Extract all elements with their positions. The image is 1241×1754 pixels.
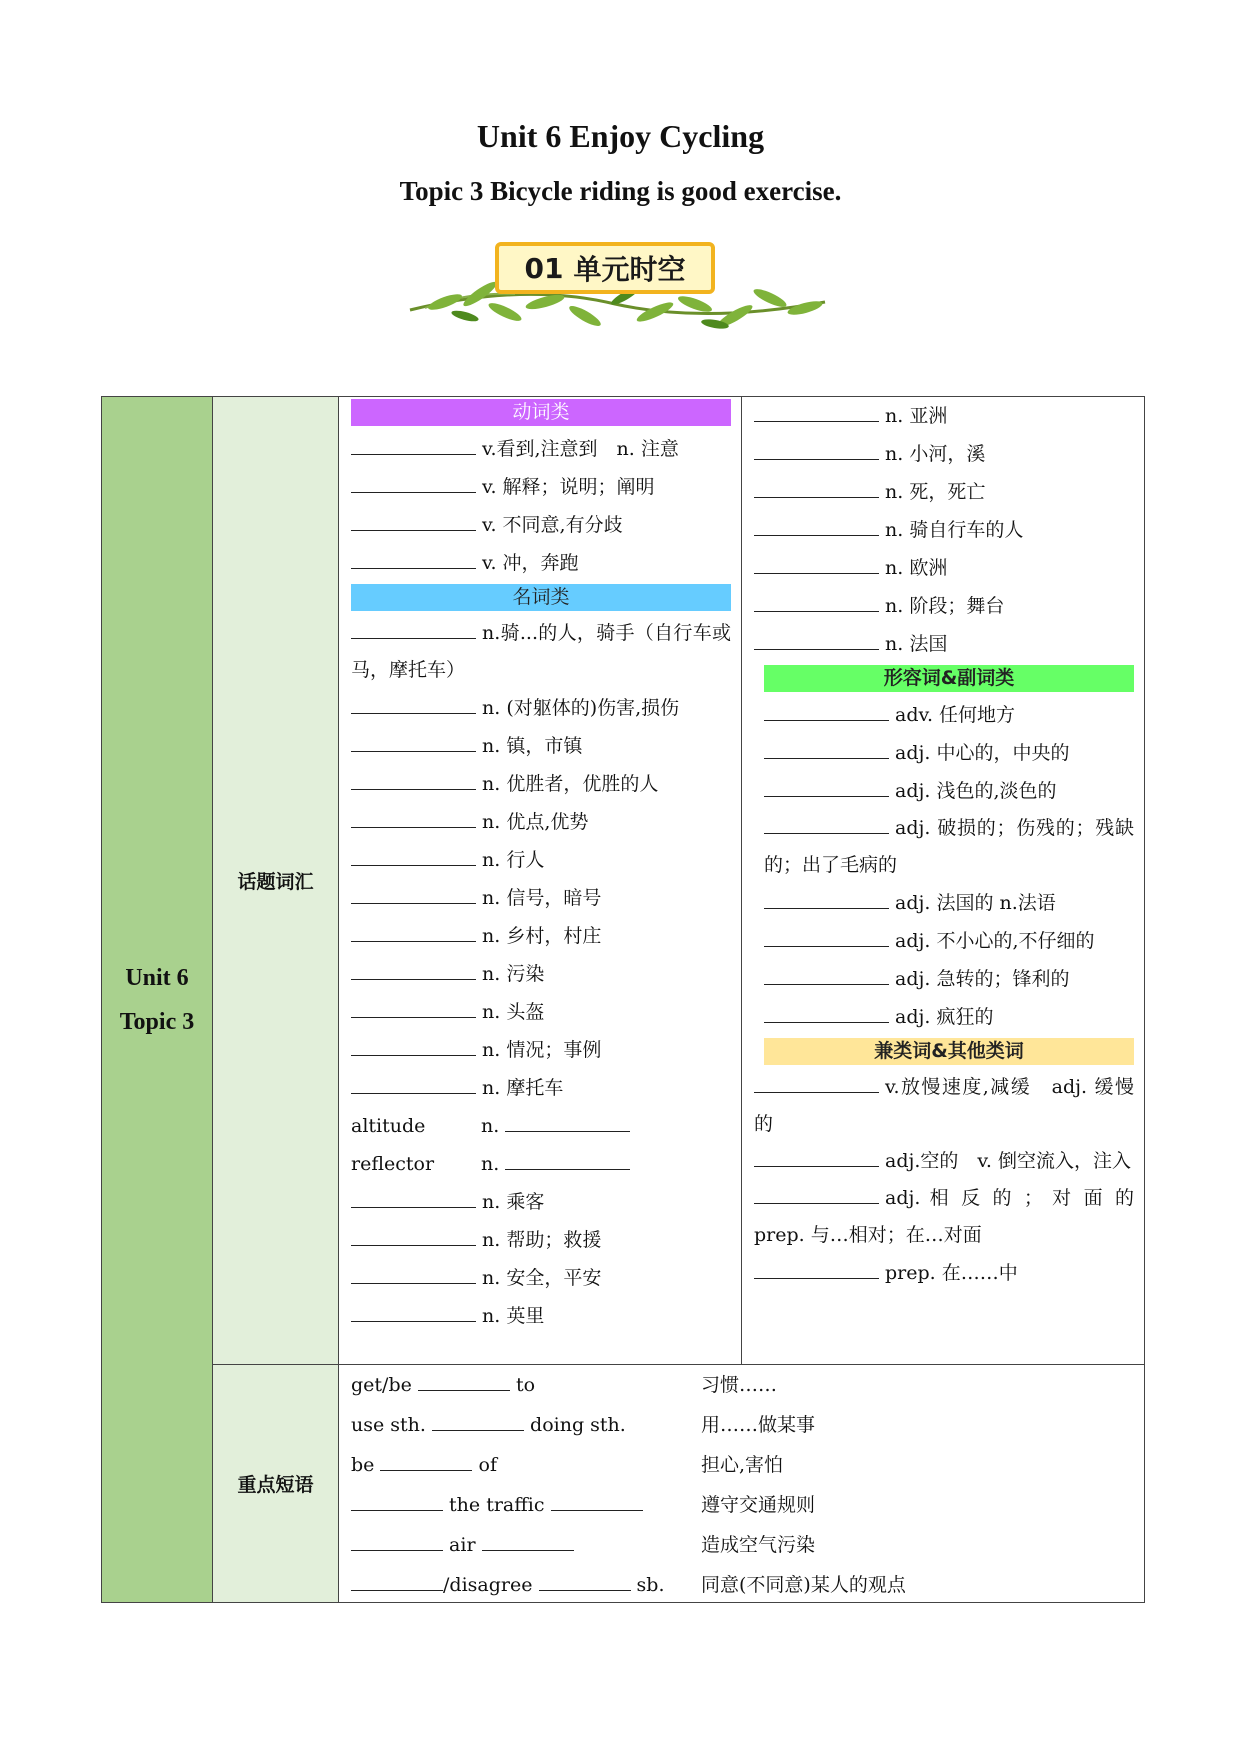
vocab-item: n. 帮助；救援 (351, 1221, 731, 1259)
vocab-item: n. 法国 (754, 625, 1134, 663)
phrase-row: /disagree sb. 同意(不同意)某人的观点 (351, 1565, 1131, 1605)
given-word-item: altitude n. (351, 1107, 731, 1145)
vocab-item: n. 污染 (351, 955, 731, 993)
vocab-item: n. 亚洲 (754, 397, 1134, 435)
topic-label: Topic 3 (119, 1008, 195, 1035)
unit-label: Unit 6 (125, 964, 189, 991)
vocab-item: n. 欧洲 (754, 549, 1134, 587)
vocab-item: v.放慢速度,减缓 adj. 缓慢的 (754, 1069, 1134, 1143)
multi-header: 兼类词&其他类词 (764, 1038, 1134, 1065)
vocab-item: adj.空的 v. 倒空流入，注入 (754, 1143, 1134, 1180)
verbs-header: 动词类 (351, 399, 731, 426)
vocab-item: n. 英里 (351, 1297, 731, 1335)
phrase-row: air 造成空气污染 (351, 1525, 1131, 1565)
phrase-row: get/be to 习惯…… (351, 1365, 1131, 1405)
vocab-item: n. 优胜者，优胜的人 (351, 765, 731, 803)
vocab-item: n. 头盔 (351, 993, 731, 1031)
vocab-item: n. 行人 (351, 841, 731, 879)
vocab-item: n. 小河，溪 (754, 435, 1134, 473)
vocab-item: adj. 浅色的,淡色的 (764, 772, 1134, 810)
vocab-item: v. 解释；说明；阐明 (351, 468, 731, 506)
nouns-header: 名词类 (351, 584, 731, 611)
vocab-left-column (339, 397, 742, 1365)
badge-box (495, 242, 715, 294)
vocab-item: n. 摩托车 (351, 1069, 731, 1107)
vocab-item: n. 情况；事例 (351, 1031, 731, 1069)
vocab-item: adv. 任何地方 (764, 696, 1134, 734)
vocab-item: n. 乘客 (351, 1183, 731, 1221)
vocab-item: n. (对躯体的)伤害,损伤 (351, 689, 731, 727)
vocab-item: n. 阶段；舞台 (754, 587, 1134, 625)
vocab-item: adj. 法国的 n.法语 (764, 884, 1134, 922)
vocab-item: adj. 不小心的,不仔细的 (764, 922, 1134, 960)
section-badge (405, 232, 835, 342)
vocab-item: adj. 急转的；锋利的 (764, 960, 1134, 998)
phrase-category: 重点短语 (213, 1365, 339, 1603)
phrase-row: the traffic 遵守交通规则 (351, 1485, 1131, 1525)
vocab-item: n. 死，死亡 (754, 473, 1134, 511)
unit-cell (102, 397, 213, 1603)
phrase-cell (339, 1365, 1145, 1603)
vocab-item: n. 优点,优势 (351, 803, 731, 841)
vocab-table (101, 396, 1145, 1603)
vocab-item: n. 安全，平安 (351, 1259, 731, 1297)
vocab-item: adj. 中心的，中央的 (764, 734, 1134, 772)
vocab-item: n.骑...的人，骑手（自行车或马，摩托车） (351, 615, 731, 689)
vocab-category: 话题词汇 (213, 397, 339, 1365)
page-title: Unit 6 Enjoy Cycling (476, 118, 765, 154)
badge-text: 单元时空 (573, 253, 686, 286)
page-subtitle: Topic 3 Bicycle riding is good exercise. (399, 176, 842, 206)
given-word-item: reflector n. (351, 1145, 731, 1183)
vocab-item: n. 乡村，村庄 (351, 917, 731, 955)
badge-number: 01 (524, 251, 564, 285)
vocab-item: n. 信号，暗号 (351, 879, 731, 917)
phrase-row: be of 担心,害怕 (351, 1445, 1131, 1485)
vocab-item: v. 冲，奔跑 (351, 544, 731, 582)
vocab-item: adj. 相 反 的 ； 对 面 的 prep. 与…相对；在…对面 (754, 1180, 1134, 1254)
vocab-item: adj. 破损的；伤残的；残缺的；出了毛病的 (764, 810, 1134, 884)
vocab-item: v.看到,注意到 n. 注意 (351, 430, 731, 468)
vocab-right-column (742, 397, 1145, 1365)
vocab-item: adj. 疯狂的 (764, 998, 1134, 1036)
adj-header: 形容词&副词类 (764, 665, 1134, 692)
vocab-item: n. 镇，市镇 (351, 727, 731, 765)
phrase-row: use sth. doing sth. 用……做某事 (351, 1405, 1131, 1445)
vocab-item: v. 不同意,有分歧 (351, 506, 731, 544)
vocab-item: n. 骑自行车的人 (754, 511, 1134, 549)
vocab-item: prep. 在……中 (754, 1254, 1134, 1292)
